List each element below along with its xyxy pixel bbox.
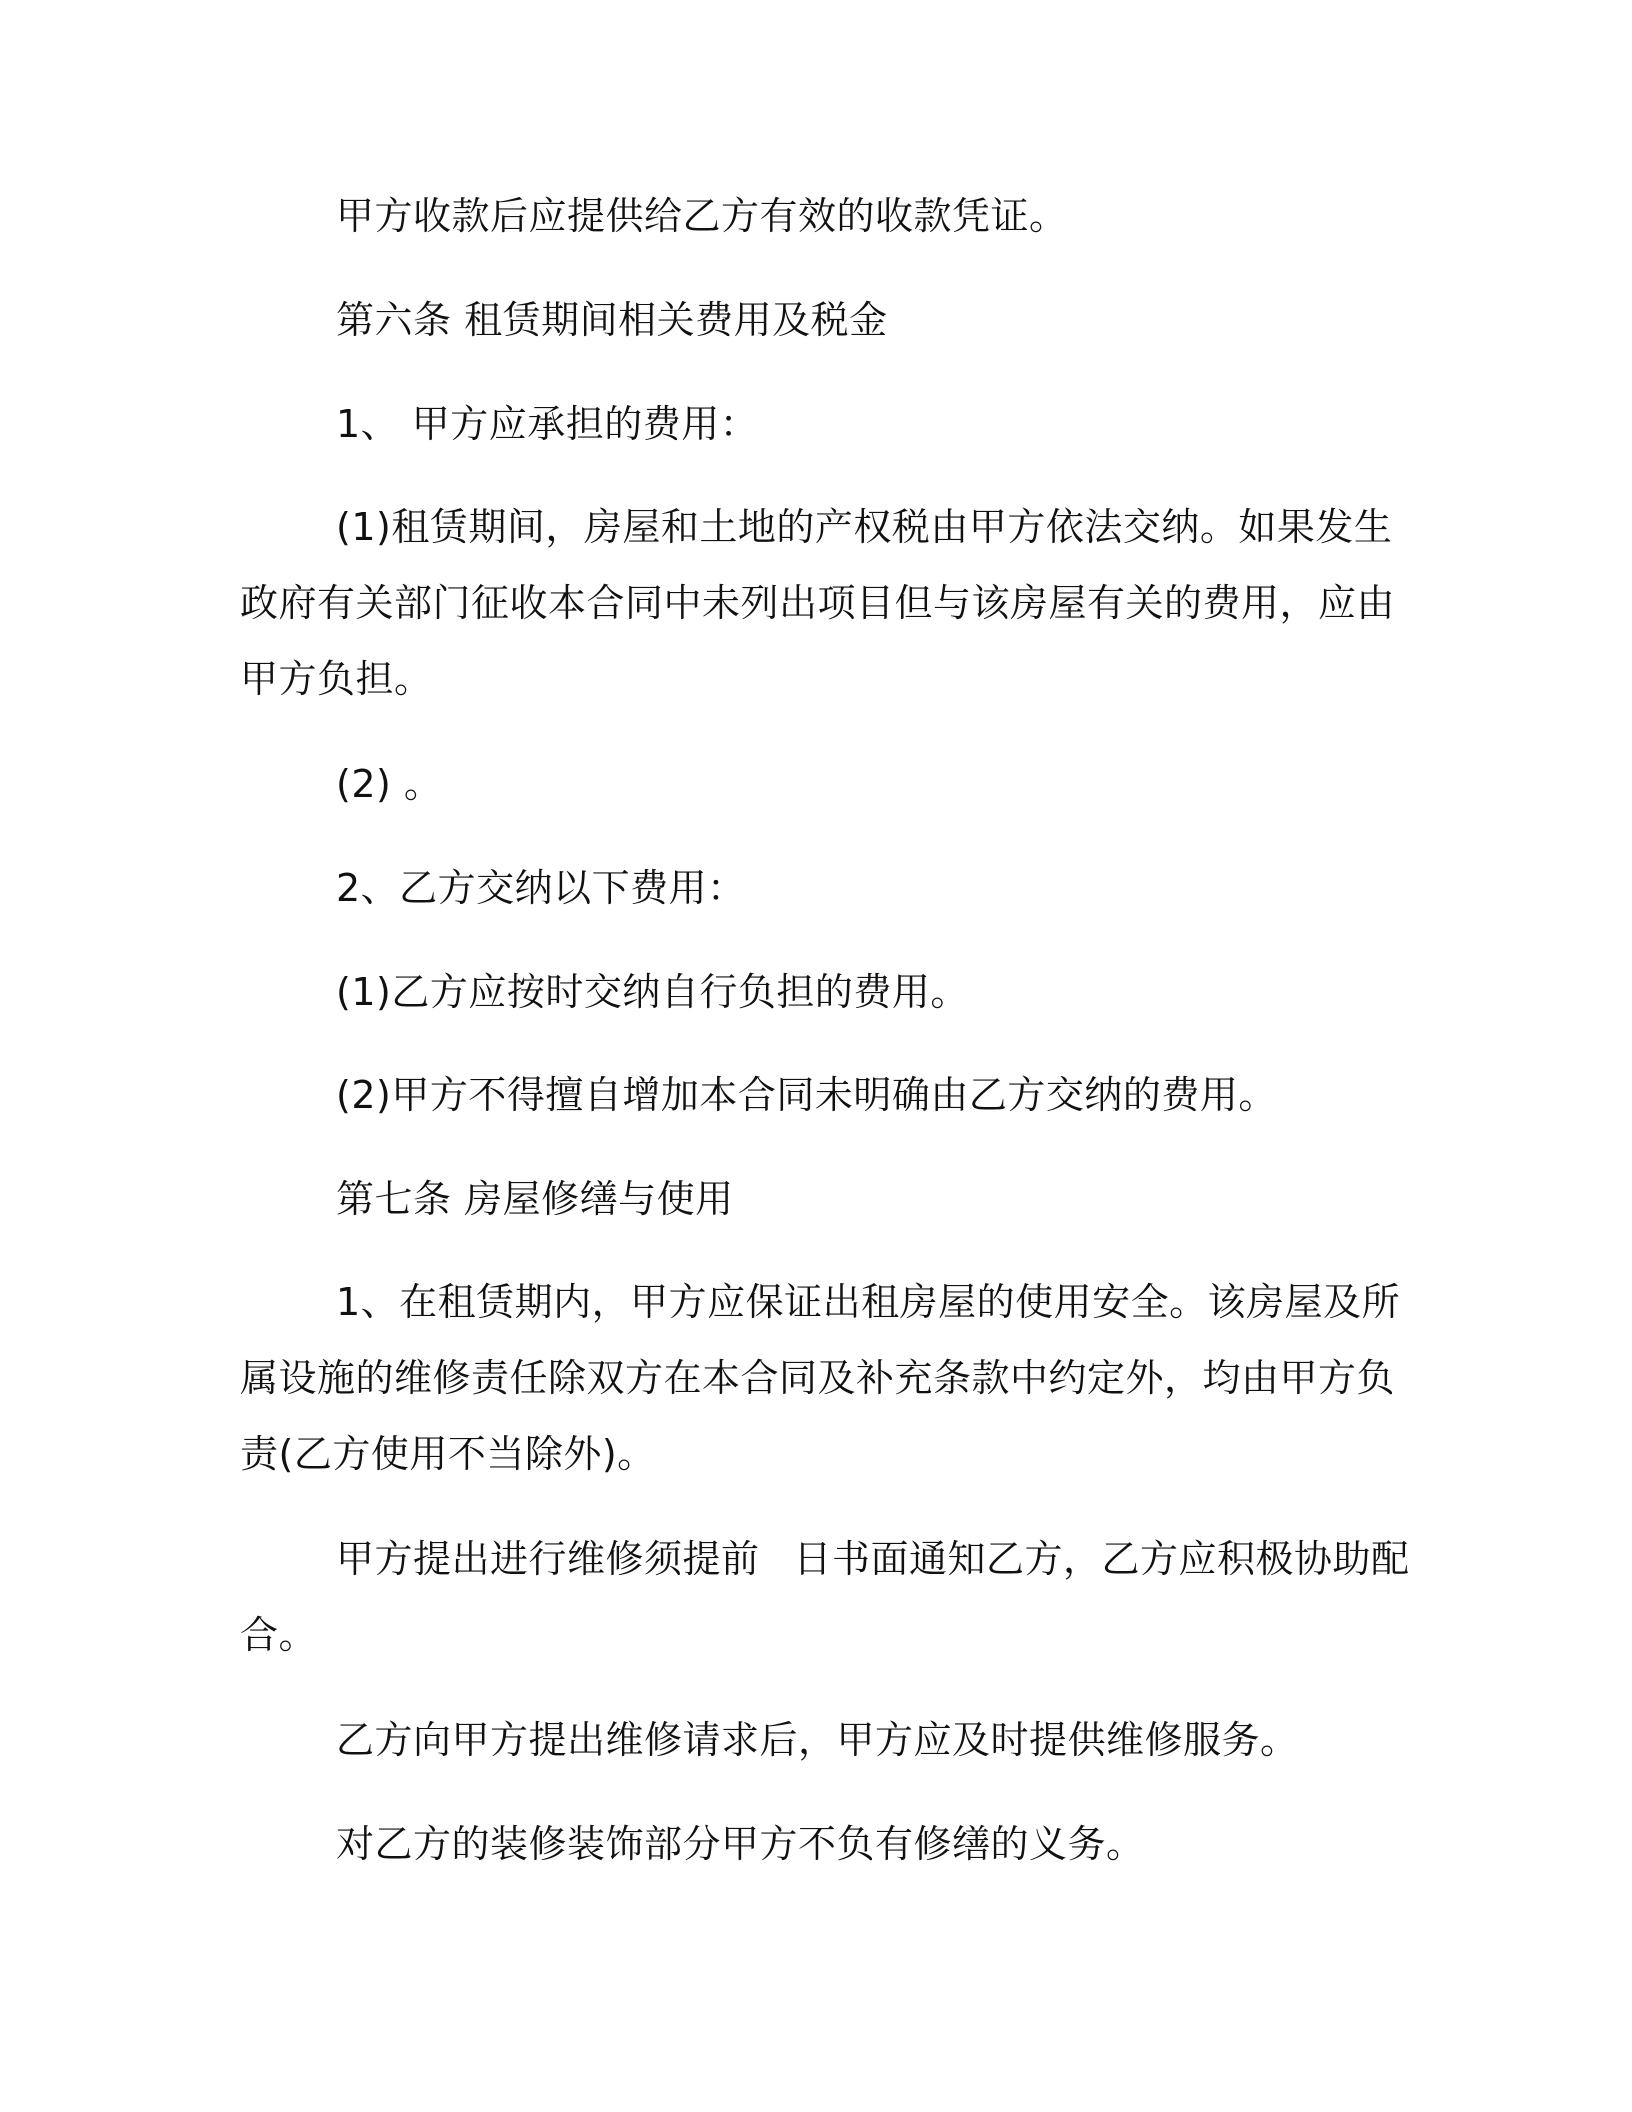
- clause-2-2: (2)甲方不得擅自增加本合同未明确由乙方交纳的费用。: [336, 1073, 1277, 1117]
- item-1-party-a-costs: 1、 甲方应承担的费用：: [336, 402, 759, 446]
- item-2-party-b-costs: 2、乙方交纳以下费用：: [336, 866, 746, 910]
- article-seven-heading: 第七条 房屋修缮与使用: [336, 1177, 734, 1221]
- clause-1-1-line-1: (1)租赁期间，房屋和土地的产权税由甲方依法交纳。如果发生: [336, 505, 1393, 549]
- article-seven-item-1-line-1: 1、在租赁期内，甲方应保证出租房屋的使用安全。该房屋及所: [336, 1280, 1401, 1324]
- clause-1-2: (2) 。: [336, 762, 443, 806]
- repair-request-paragraph: 乙方向甲方提出维修请求后，甲方应及时提供维修服务。: [336, 1718, 1299, 1762]
- clause-1-1-line-2: 政府有关部门征收本合同中未列出项目但与该房屋有关的费用，应由: [240, 581, 1396, 625]
- repair-notice-line-1: [336, 1535, 1410, 1583]
- repair-notice-suffix: 日书面通知乙方，乙方应积极协助配: [793, 1537, 1410, 1581]
- article-six-heading: 第六条 租赁期间相关费用及税金: [336, 298, 888, 342]
- repair-notice-prefix: 甲方提出进行维修须提前: [336, 1537, 760, 1581]
- paragraph-receipt-voucher: 甲方收款后应提供给乙方有效的收款凭证。: [336, 194, 1068, 238]
- article-seven-item-1-line-3: 责(乙方使用不当除外)。: [240, 1432, 656, 1476]
- repair-notice-line-2: 合。: [240, 1613, 318, 1657]
- clause-1-1-line-3: 甲方负担。: [240, 657, 433, 701]
- article-seven-item-1-line-2: 属设施的维修责任除双方在本合同及补充条款中约定外，均由甲方负: [240, 1356, 1396, 1400]
- decoration-paragraph: 对乙方的装修装饰部分甲方不负有修缮的义务。: [336, 1822, 1145, 1866]
- clause-2-1: (1)乙方应按时交纳自行负担的费用。: [336, 970, 969, 1014]
